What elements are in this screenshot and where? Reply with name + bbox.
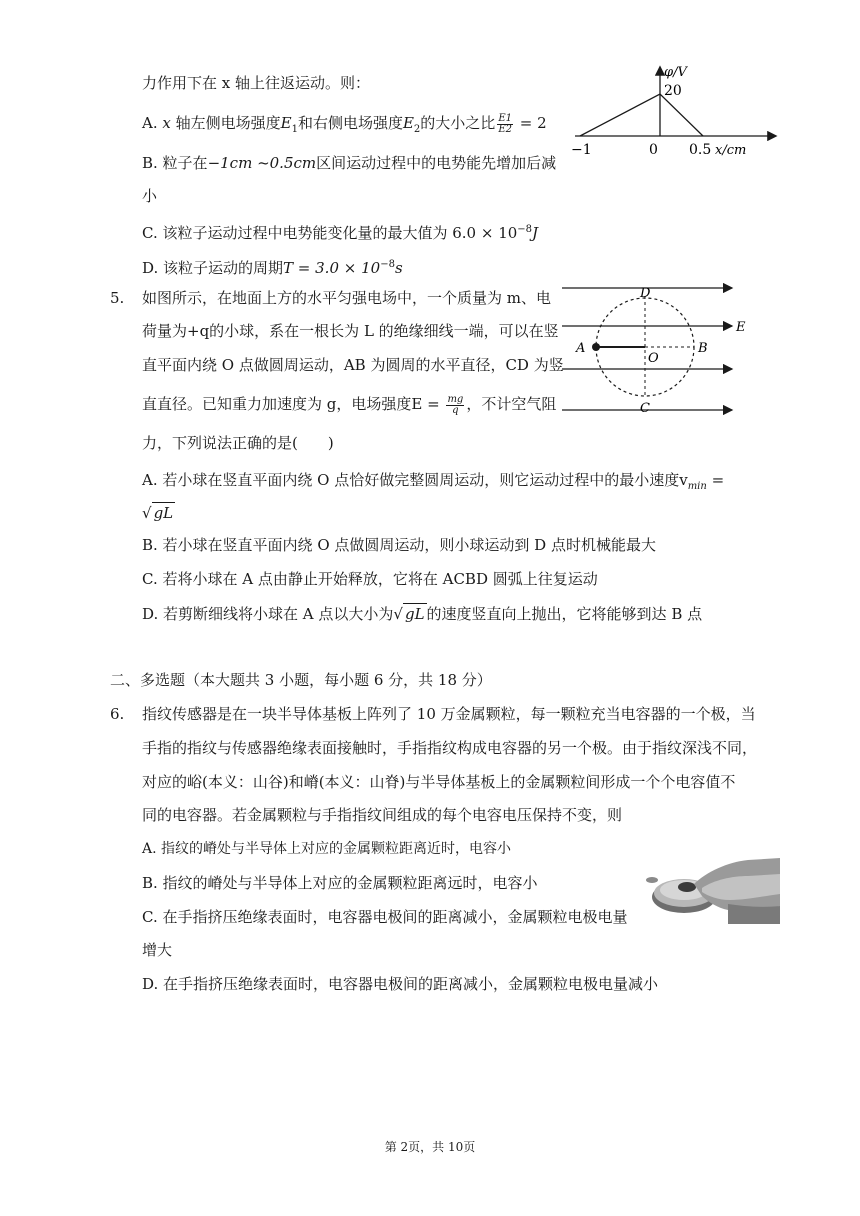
q4-option-c: C. 该粒子运动过程中电势能变化量的最大值为 $6.0 \times 10^{-8}J$ (142, 224, 539, 242)
x-axis-label: x/cm (715, 143, 747, 158)
tick-origin: 0 (649, 142, 658, 158)
q5-line-4: 直直径。已知重力加速度为 g，电场强度E = $\frac{mg}{q}$ ，不计空气阻 (142, 393, 557, 416)
q6-number: 6. (110, 705, 125, 723)
q5-option-b: B. 若小球在竖直平面内绕 O 点做圆周运动，则小球运动到 D 点时机械能最大 (142, 536, 656, 554)
y-axis-label: φ/V (664, 65, 687, 80)
q5-option-a: A. 若小球在竖直平面内绕 O 点恰好做完整圆周运动，则它运动过程中的最小速度$v_{min}$ = (142, 471, 725, 492)
q4-option-b-cont: 小 (142, 187, 158, 205)
label-C: C (640, 401, 650, 416)
q6-option-a: A. 指纹的嵴处与半导体上对应的金属颗粒距离近时，电容小 (142, 841, 512, 857)
q4-intro: 力作用下在 x 轴上往返运动。则： (142, 74, 370, 92)
q4-option-b: B. 粒子在−1cm ~0.5cm区间运动过程中的电势能先增加后减 (142, 154, 557, 172)
q6-line-1: 指纹传感器是在一块半导体基板上阵列了 10 万金属颗粒，每一颗粒充当电容器的一个极，当 (142, 705, 756, 723)
q6-option-c: C. 在手指挤压绝缘表面时，电容器电极间的距离减小，金属颗粒电极电量 (142, 908, 628, 926)
ball (592, 343, 600, 351)
q4-option-d: D. 该粒子运动的周期$T = 3.0 \times 10^{-8}s$ (142, 259, 403, 277)
page-footer: 第 2页，共 10页 (384, 1140, 476, 1154)
q6-option-c-cont: 增大 (142, 941, 173, 959)
q6-line-3: 对应的峪(本义：山谷)和嵴(本义：山脊)与半导体基板上的金属颗粒间形成一个个电容值不 (142, 773, 736, 791)
label-A: A (576, 341, 586, 356)
tick-right: 0.5 (689, 142, 712, 158)
q6-option-b: B. 指纹的嵴处与半导体上对应的金属颗粒距离远时，电容小 (142, 874, 538, 892)
circle-field-figure (560, 280, 760, 420)
tick-left: −1 (571, 142, 592, 158)
q6-line-2: 手指的指纹与传感器绝缘表面接触时，手指指纹构成电容器的另一个极。由于指纹深浅不同， (142, 739, 758, 757)
q5-line-3: 直平面内绕 O 点做圆周运动，AB 为圆周的水平直径，CD 为竖 (142, 356, 564, 374)
section-title: 二、多选题（本大题共 3 小题，每小题 6 分，共 18 分） (110, 671, 492, 689)
q5-option-d: D. 若剪断细线将小球在 A 点以大小为√ gL 的速度竖直向上抛出，它将能够到达 B 点 (142, 605, 703, 623)
q5-option-a-cont: √ gL (142, 504, 174, 522)
label-B: B (698, 341, 708, 356)
label-O: O (648, 351, 659, 366)
q6-option-d: D. 在手指挤压绝缘表面时，电容器电极间的距离减小，金属颗粒电极电量减小 (142, 975, 659, 993)
q4-option-a: A. x 轴左侧电场强度$E_1$和右侧电场强度$E_2$的大小之比 $\frac{E1}{E2}$ = 2 (142, 112, 547, 135)
q5-number: 5. (110, 289, 125, 307)
peak-label: 20 (664, 83, 682, 99)
q5-line-5: 力，下列说法正确的是( ) (142, 434, 334, 452)
q6-line-4: 同的电容器。若金属颗粒与手指指纹间组成的每个电容电压保持不变，则 (142, 806, 623, 824)
q5-line-2: 荷量为+q的小球，系在一根长为 L 的绝缘细线一端，可以在竖 (142, 322, 559, 340)
field-fraction: $\frac{mg}{q}$ (447, 393, 464, 416)
label-E: E (736, 320, 746, 335)
potential-curve (580, 94, 703, 136)
label-D: D (640, 286, 651, 301)
ratio-fraction: $\frac{E1}{E2}$ (498, 112, 512, 135)
q5-line-1: 如图所示，在地面上方的水平匀强电场中，一个质量为 m、电 (142, 289, 551, 307)
fingerprint-sensor-image (644, 850, 780, 924)
q5-option-c: C. 若将小球在 A 点由静止开始释放，它将在 ACBD 圆弧上往复运动 (142, 570, 598, 588)
potential-graph (565, 62, 785, 162)
